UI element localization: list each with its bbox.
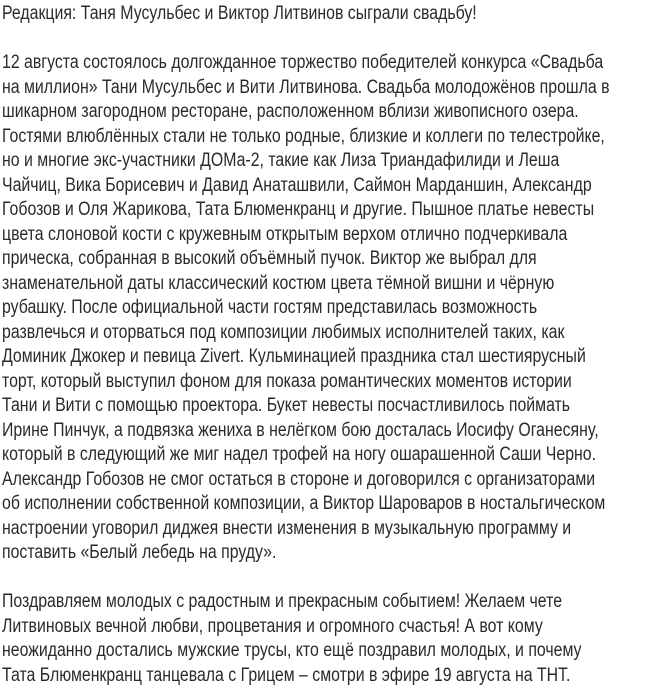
paragraph-line: Александр Гобозов не смог остаться в стороне и договорился с организаторами — [2, 468, 596, 490]
paragraph-line: об исполнении собственной композиции, а Виктор Шароваров в ностальгическом — [2, 493, 606, 514]
article — [2, 2, 670, 688]
paragraph-line: Литвиновых вечной любви, процветания и огромного счастья! А вот кому — [2, 615, 543, 637]
paragraph-line: 12 августа состоялось долгожданное торжество победителей конкурса «Свадьба — [2, 52, 604, 73]
paragraph-line: Доминик Джокер и певица Zivert. Кульминацией праздника стал шестиярусный — [2, 346, 586, 367]
paragraph-line: но и многие экс-участники ДОМа-2, такие как Лиза Триандафилиди и Леша — [2, 150, 560, 171]
paragraph-line: Поздравляем молодых с радостным и прекрасным событием! Желаем чете — [2, 591, 563, 612]
paragraph-line: который в следующий же миг надел трофей на ногу ошарашенной Саши Черно. — [2, 444, 597, 465]
paragraph-line: настроении уговорил диджея внести изменения в музыкальную программу и — [2, 517, 572, 539]
paragraph-1 — [2, 51, 670, 566]
paragraph-line: неожиданно достались мужские трусы, кто ещё поздравил молодых, и почему — [2, 640, 582, 661]
paragraph-line: знаменательной даты классический костюм цвета тёмной вишни и чёрную — [2, 272, 555, 294]
paragraph-line: шикарном загородном ресторане, расположенном вблизи живописного озера. — [2, 101, 579, 122]
paragraph-line: поставить «Белый лебедь на пруду». — [2, 542, 277, 563]
spacer — [2, 566, 670, 591]
paragraph-line: Гостями влюблённых стали не только родные, близкие и коллеги по телестройке, — [2, 125, 605, 147]
paragraph-line: на миллион» Тани Мусульбес и Вити Литвинова. Свадьба молодожёнов прошла в — [2, 76, 610, 98]
article-title: Редакция: Таня Мусульбес и Виктор Литвинов сыграли свадьбу! — [2, 3, 477, 24]
paragraph-line: Тата Блюменкранц танцевала с Грицем – смотри в эфире 19 августа на ТНТ. — [2, 664, 571, 686]
paragraph-line: прическа, собранная в высокий объёмный пучок. Виктор же выбрал для — [2, 248, 537, 269]
paragraph-line: цвета слоновой кости с кружевным открытым верхом отлично подчеркивала — [2, 223, 568, 245]
paragraph-line: развлечься и оторваться под композиции любимых исполнителей таких, как — [2, 321, 565, 343]
paragraph-line: Чайчиц, Вика Борисевич и Давид Анаташвили, Саймон Марданшин, Александр — [2, 174, 592, 196]
paragraph-line: Гобозов и Оля Жарикова, Тата Блюменкранц и другие. Пышное платье невесты — [2, 199, 595, 220]
paragraph-line: рубашку. После официальной части гостям представилась возможность — [2, 297, 538, 318]
paragraph-line: торт, который выступил фоном для показа романтических моментов истории — [2, 370, 572, 392]
spacer — [2, 27, 670, 52]
paragraph-line: Ирине Пинчук, а подвязка жениха в нелёгком бою досталась Иосифу Оганесяну, — [2, 419, 599, 441]
paragraph-line: Тани и Вити с помощью проектора. Букет невесты посчастливилось поймать — [2, 395, 571, 416]
paragraph-2 — [2, 590, 670, 688]
